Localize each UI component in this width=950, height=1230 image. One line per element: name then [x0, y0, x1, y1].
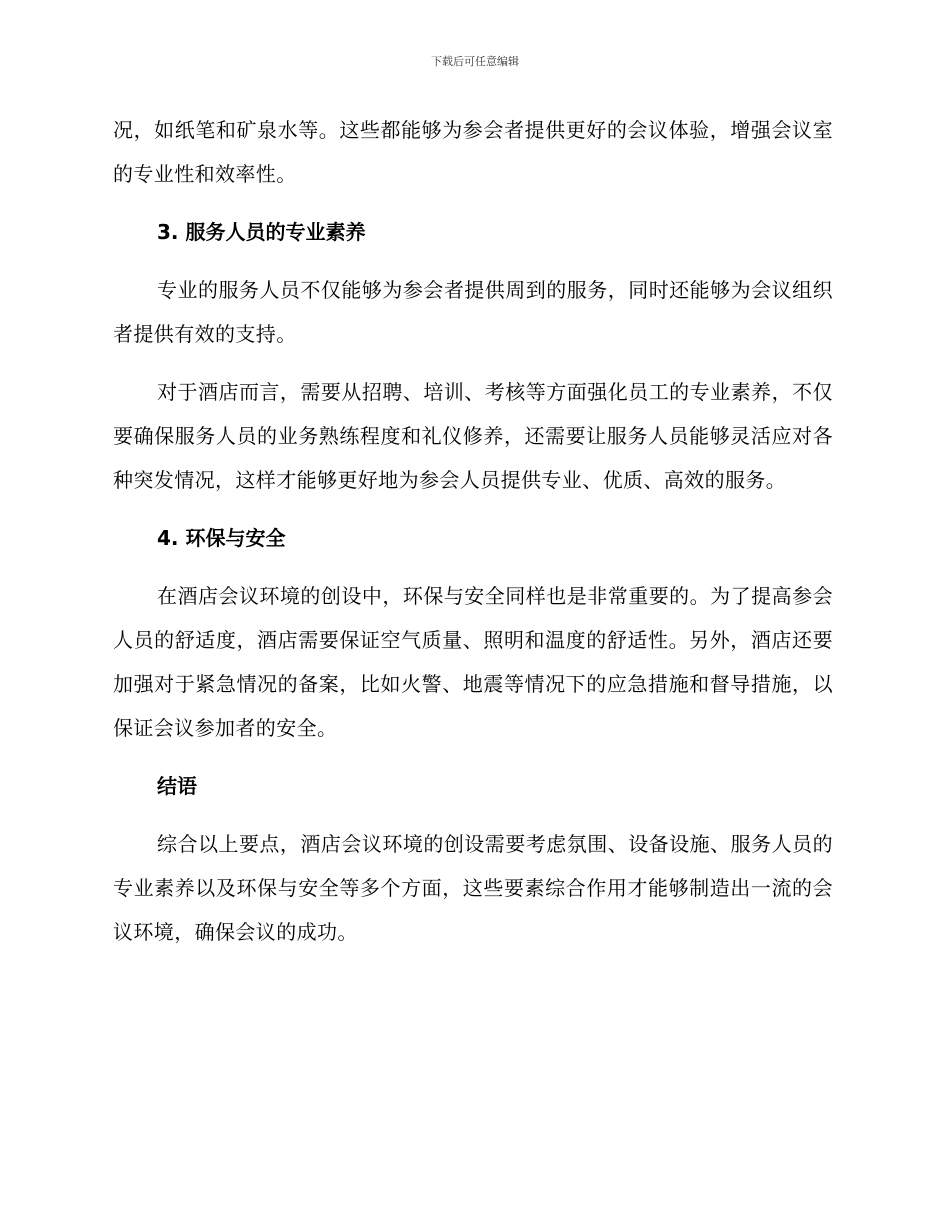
paragraph-3a: 专业的服务人员不仅能够为参会者提供周到的服务，同时还能够为会议组织者提供有效的支持。: [113, 278, 833, 346]
section-heading-conclusion: 结语: [157, 774, 197, 798]
page-header: 下载后可任意编辑: [431, 55, 519, 68]
section-heading-3: 3. 服务人员的专业素养: [157, 220, 366, 244]
document-body: [113, 108, 833, 954]
paragraph-continuation: 况，如纸笔和矿泉水等。这些都能够为参会者提供更好的会议体验，增强会议室的专业性和效率性。: [113, 118, 833, 186]
paragraph-conclusion: 综合以上要点，酒店会议环境的创设需要考虑氛围、设备设施、服务人员的专业素养以及环保与安全等多个方面，这些要素综合作用才能够制造出一流的会议环境，确保会议的成功。: [113, 832, 833, 944]
paragraph-3b: 对于酒店而言，需要从招聘、培训、考核等方面强化员工的专业素养，不仅要确保服务人员的业务熟练程度和礼仪修养，还需要让服务人员能够灵活应对各种突发情况，这样才能够更好地为参会人员提供专业、优质、高效的服务。: [113, 380, 833, 492]
section-heading-4: 4. 环保与安全: [157, 526, 286, 550]
paragraph-4: 在酒店会议环境的创设中，环保与安全同样也是非常重要的。为了提高参会人员的舒适度，酒店需要保证空气质量、照明和温度的舒适性。另外，酒店还要加强对于紧急情况的备案，比如火警、地震等情况下的应急措施和督导措施，以保证会议参加者的安全。: [113, 584, 833, 740]
